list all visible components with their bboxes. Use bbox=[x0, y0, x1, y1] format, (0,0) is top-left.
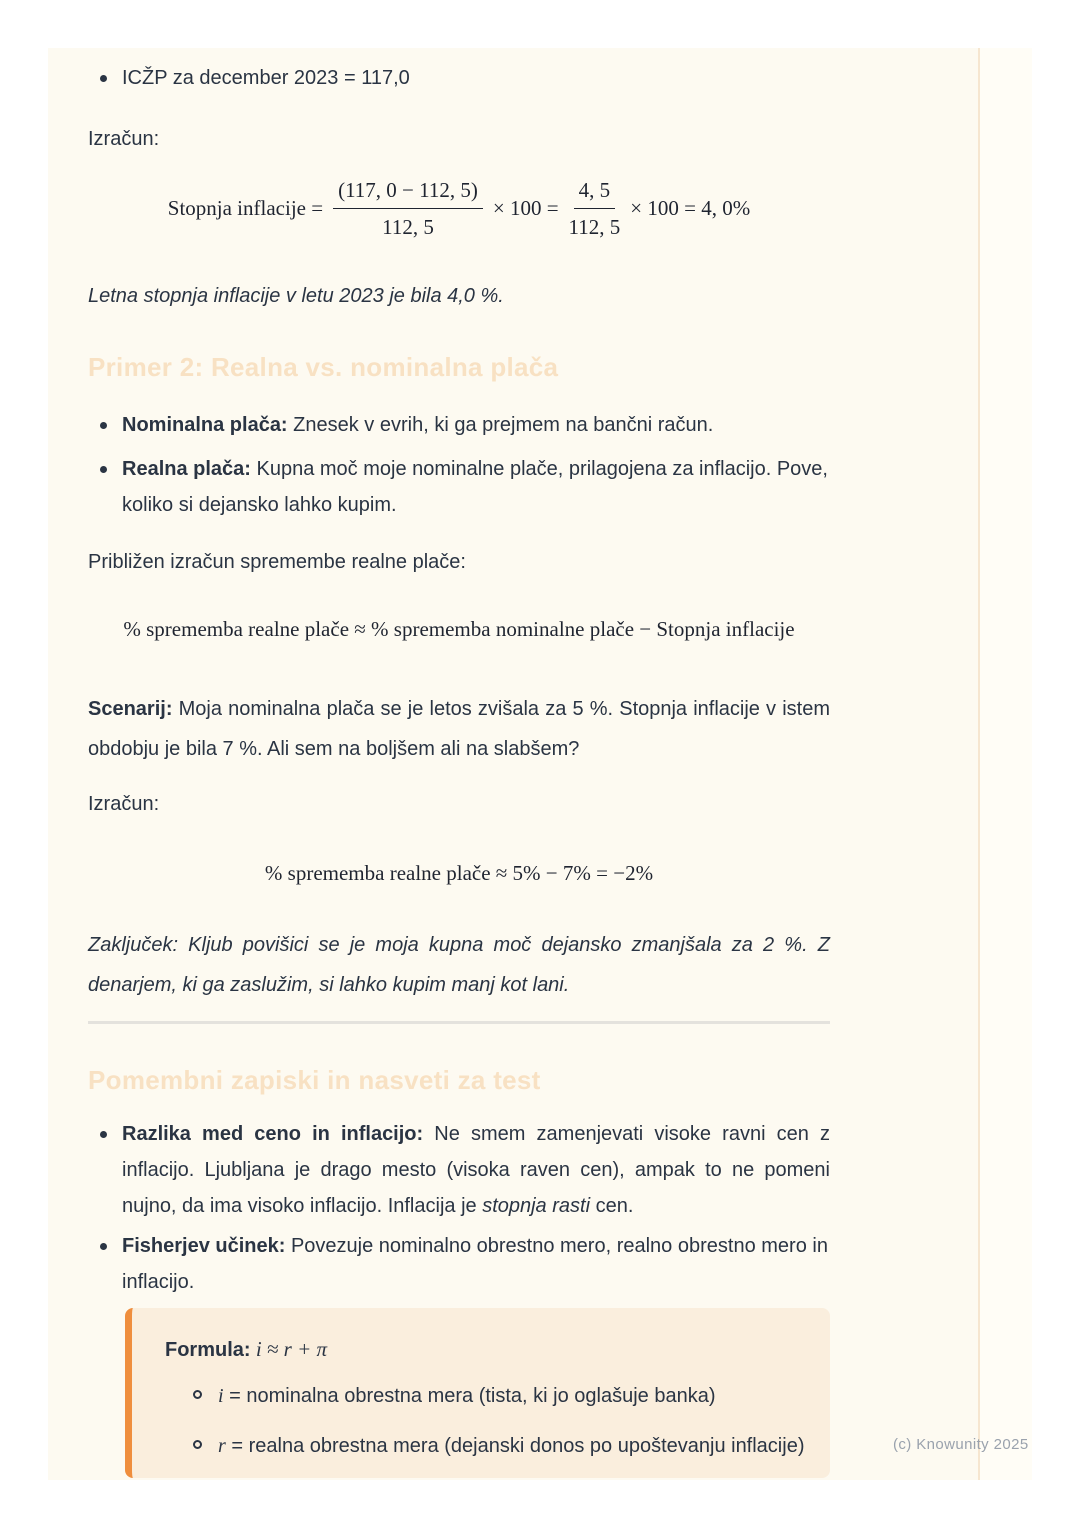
list-item-text bbox=[122, 1228, 830, 1300]
approx-formula: % sprememba realne plače ≈ % sprememba nominalne plače − Stopnja inflacije bbox=[123, 617, 795, 641]
callout-item-r bbox=[193, 1427, 810, 1465]
note-text: Povezuje nominalno obrestno mero, realno obrestno mero in inflacijo. bbox=[122, 1235, 828, 1293]
bullet-icon bbox=[100, 422, 107, 429]
list-item-text bbox=[122, 1116, 830, 1224]
section-divider bbox=[88, 1021, 830, 1024]
calc-label: Izračun: bbox=[88, 128, 160, 150]
term-label: Nominalna plača: bbox=[122, 414, 288, 436]
note-emphasis: stopnja rasti bbox=[482, 1195, 591, 1217]
formula-rhs: × 100 = 4, 0% bbox=[630, 196, 751, 220]
variable-r: r bbox=[218, 1435, 226, 1457]
formula-lhs: Stopnja inflacije = bbox=[167, 196, 324, 220]
list-item-razlika bbox=[100, 1116, 830, 1224]
callout-item-text bbox=[218, 1377, 716, 1415]
result-note: Letna stopnja inflacije v letu 2023 je bila 4,0 %. bbox=[88, 285, 504, 307]
fraction bbox=[333, 176, 483, 241]
denominator: 112, 5 bbox=[382, 215, 434, 239]
approx-label: Približen izračun spremembe realne plače: bbox=[88, 551, 466, 573]
formula-mid: × 100 = bbox=[492, 196, 559, 220]
callout-item-text bbox=[218, 1427, 804, 1465]
definition-list bbox=[88, 407, 830, 523]
term-definition: Kupna moč moje nominalne plače, prilagojena za inflacijo. Pove, koliko si dejansko lahko kupim. bbox=[122, 458, 828, 516]
section-title-zapiski: Pomembni zapiski in nasveti za test bbox=[88, 1065, 541, 1095]
calc-formula: % sprememba realne plače ≈ 5% − 7% = −2% bbox=[264, 861, 654, 885]
denominator: 112, 5 bbox=[568, 215, 621, 239]
circle-bullet-icon bbox=[193, 1440, 202, 1449]
list-item-nominalna bbox=[100, 407, 830, 443]
list-item-realna bbox=[100, 451, 830, 523]
term-label: Realna plača: bbox=[122, 458, 251, 480]
bullet-icon bbox=[100, 75, 107, 82]
bullet-icon bbox=[100, 1131, 107, 1138]
inflation-rate-formula bbox=[88, 176, 830, 241]
scenario-label: Scenarij: bbox=[88, 698, 173, 720]
fraction bbox=[569, 176, 621, 241]
next-page-edge bbox=[980, 48, 1032, 1480]
term-definition: Znesek v evrih, ki ga prejmem na bančni račun. bbox=[287, 414, 714, 436]
watermark: (c) Knowunity 2025 bbox=[893, 1436, 1029, 1453]
scenario-paragraph bbox=[88, 689, 830, 769]
calc-label: Izračun: bbox=[88, 793, 160, 815]
variable-definition: = realna obrestna mera (dejanski donos po upoštevanju inflacije) bbox=[225, 1435, 805, 1457]
numerator: (117, 0 − 112, 5) bbox=[333, 176, 483, 209]
bullet-icon bbox=[100, 1243, 107, 1250]
note-tail: cen. bbox=[590, 1195, 634, 1217]
callout-item-i bbox=[193, 1377, 810, 1415]
page-content bbox=[88, 60, 830, 1300]
variable-i: i bbox=[218, 1385, 224, 1407]
fisher-equation: i ≈ r + π bbox=[250, 1337, 328, 1361]
note-text: Ne smem zamenjevati visoke ravni cen z inflacijo. Ljubljana je drago mesto (visoka raven cen), ampak to ne pomeni nujno, da ima visoko inflacijo. Inflacija je bbox=[122, 1123, 830, 1217]
note-label: Fisherjev učinek: bbox=[122, 1235, 286, 1257]
section-title-primer2: Primer 2: Realna vs. nominalna plača bbox=[88, 352, 559, 382]
formula-label: Formula: bbox=[165, 1339, 251, 1361]
list-item-text bbox=[122, 451, 830, 523]
callout-title bbox=[165, 1334, 810, 1365]
note-label: Razlika med ceno in inflacijo: bbox=[122, 1123, 424, 1145]
variable-definition: = nominalna obrestna mera (tista, ki jo oglašuje banka) bbox=[223, 1385, 716, 1407]
document-page bbox=[48, 48, 978, 1480]
notes-list bbox=[88, 1116, 830, 1300]
list-item-iczp bbox=[100, 60, 830, 96]
numerator: 4, 5 bbox=[574, 176, 616, 209]
list-item-text: ICŽP za december 2023 = 117,0 bbox=[122, 67, 410, 89]
conclusion-paragraph: Zaključek: Kljub povišici se je moja kupna moč dejansko zmanjšala za 2 %. Z denarjem, ki ga zaslužim, si lahko kupim manj kot lani. bbox=[88, 934, 830, 996]
list-item-text bbox=[122, 407, 713, 443]
circle-bullet-icon bbox=[193, 1390, 202, 1399]
bullet-icon bbox=[100, 466, 107, 473]
scenario-text: Moja nominalna plača se je letos zvišala za 5 %. Stopnja inflacije v istem obdobju je bila 7 %. Ali sem na boljšem ali na slabšem? bbox=[88, 698, 830, 760]
list-item-fisher bbox=[100, 1228, 830, 1300]
formula-callout-box bbox=[125, 1308, 830, 1478]
